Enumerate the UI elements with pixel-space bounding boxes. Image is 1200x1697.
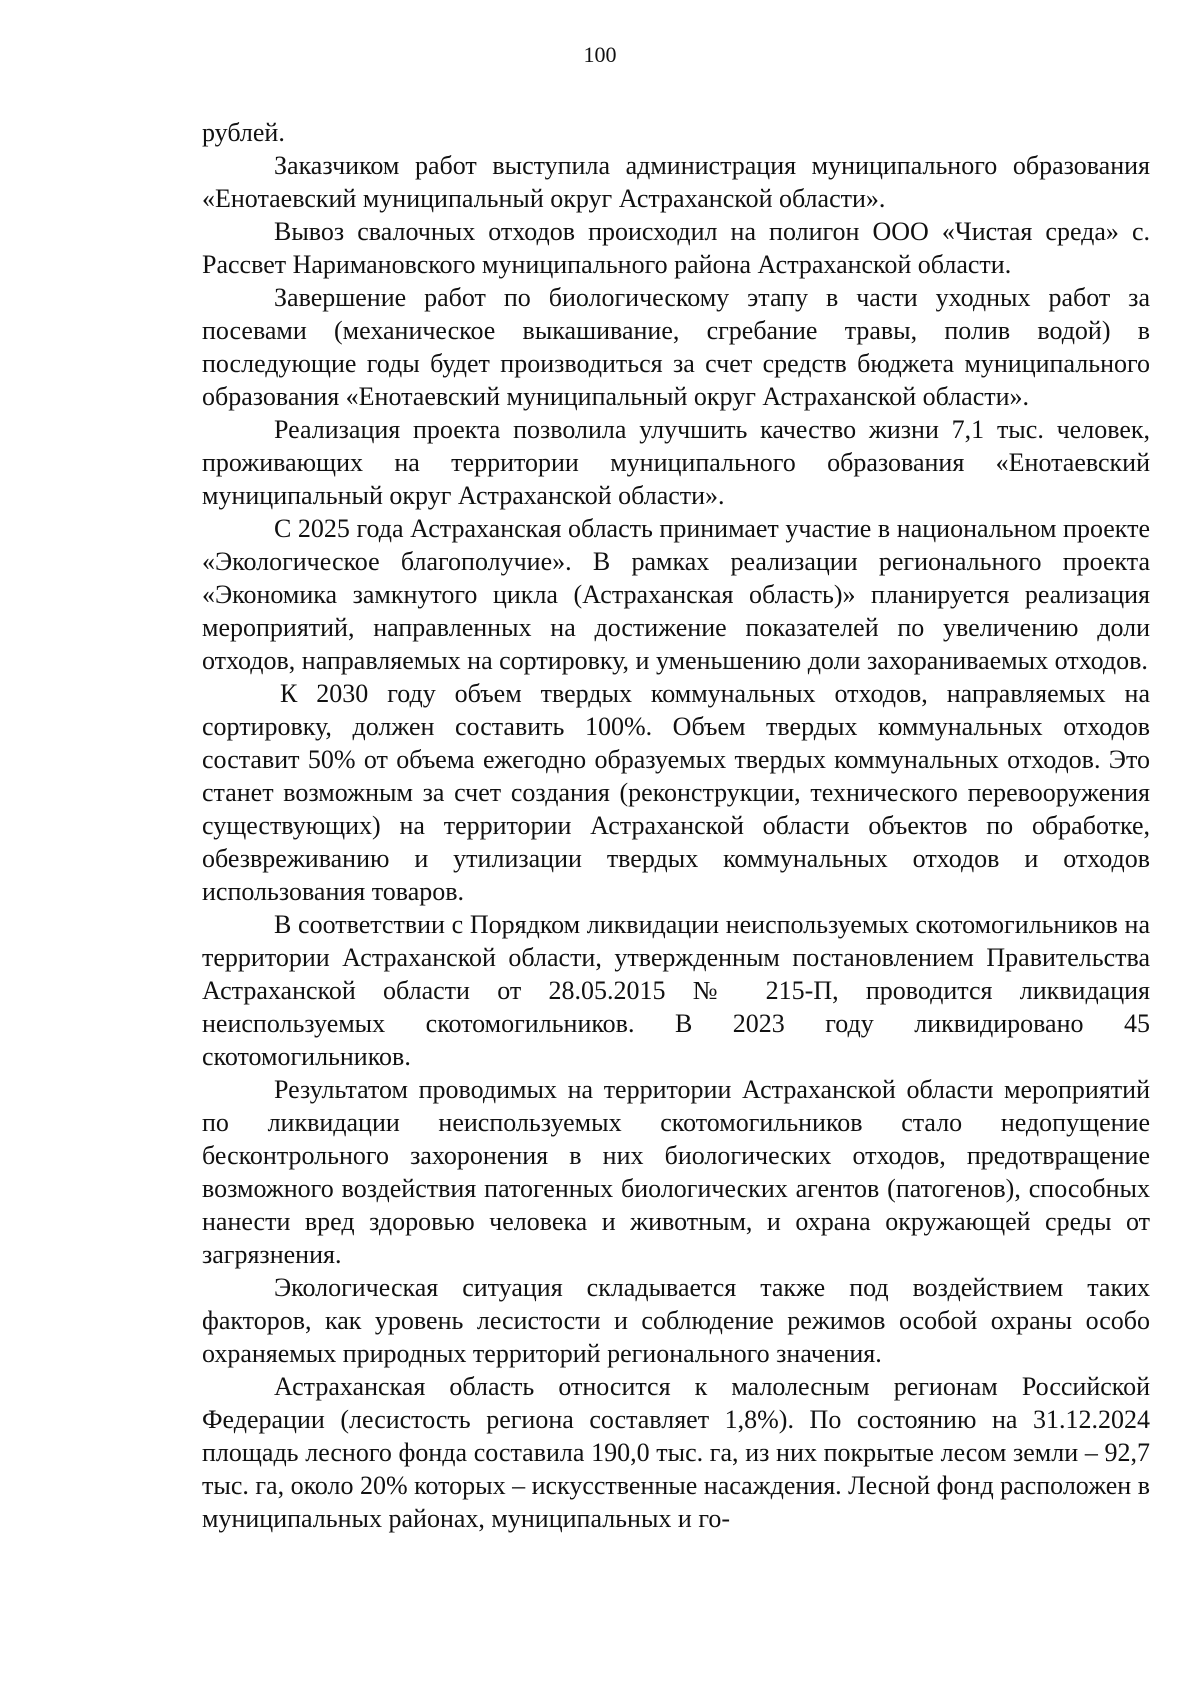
document-body [202,116,1150,1535]
paragraph-waste-removal: Вывоз свалочных отходов происходил на полигон ООО «Чистая среда» с. Рассвет Наримановского муниципального района Астраханской области. [202,217,1150,279]
paragraph-2030-target: К 2030 году объем твердых коммунальных отходов, направляемых на сортировку, должен составить 100%. Объем твердых коммунальных отходов составит 50% от объема ежегодно образуемых твердых коммунальных отходов. Это станет возможным за счет создания (реконструкции, технического перевооружения существующих) на территории Астраханской области объектов по обработке, обезвреживанию и утилизации твердых коммунальных отходов и отходов использования товаров. [202,679,1150,906]
paragraph-forest-fund: Астраханская область относится к малолесным регионам Российской Федерации (лесистость региона составляет 1,8%). По состоянию на 31.12.2024 площадь лесного фонда составила 190,0 тыс. га, из них покрытые лесом земли – 92,7 тыс. га, около 20% которых – искусственные насаждения. Лесной фонд расположен в муниципальных районах, муниципальных и го- [202,1372,1150,1533]
paragraph-liquidation-result: Результатом проводимых на территории Астраханской области мероприятий по ликвидации неиспользуемых скотомогильников стало недопущение бесконтрольного захоронения в них биологических отходов, предотвращение возможного воздействия патогенных биологических агентов (патогенов), способных нанести вред здоровью человека и животным, и охрана окружающей среды от загрязнения. [202,1075,1150,1269]
paragraph-national-project: С 2025 года Астраханская область принимает участие в национальном проекте «Экологическое благополучие». В рамках реализации регионального проекта «Экономика замкнутого цикла (Астраханская область)» планируется реализация мероприятий, направленных на достижение показателей по увеличению доли отходов, направляемых на сортировку, и уменьшению доли захораниваемых отходов. [202,514,1150,675]
page-number: 100 [583,42,617,67]
paragraph-biological-stage: Завершение работ по биологическому этапу в части уходных работ за посевами (механическое выкашивание, сгребание травы, полив водой) в последующие годы будет производиться за счет средств бюджета муниципального образования «Енотаевский муниципальный округ Астраханской области». [202,283,1150,411]
paragraph-quality-of-life: Реализация проекта позволила улучшить качество жизни 7,1 тыс. человек, проживающих на территории муниципального образования «Енотаевский муниципальный округ Астраханской области». [202,415,1150,510]
paragraph-continuation: рублей. [202,118,285,147]
paragraph-customer: Заказчиком работ выступила администрация муниципального образования «Енотаевский муниципальный округ Астраханской области». [202,151,1150,213]
paragraph-ecological-factors: Экологическая ситуация складывается также под воздействием таких факторов, как уровень лесистости и соблюдение режимов особой охраны особо охраняемых природных территорий регионального значения. [202,1273,1150,1368]
paragraph-cattle-burial-order: В соответствии с Порядком ликвидации неиспользуемых скотомогильников на территории Астраханской области, утвержденным постановлением Правительства Астраханской области от 28.05.2015 № 215-П, проводится ликвидация неиспользуемых скотомогильников. В 2023 году ликвидировано 45 скотомогильников. [202,910,1150,1071]
